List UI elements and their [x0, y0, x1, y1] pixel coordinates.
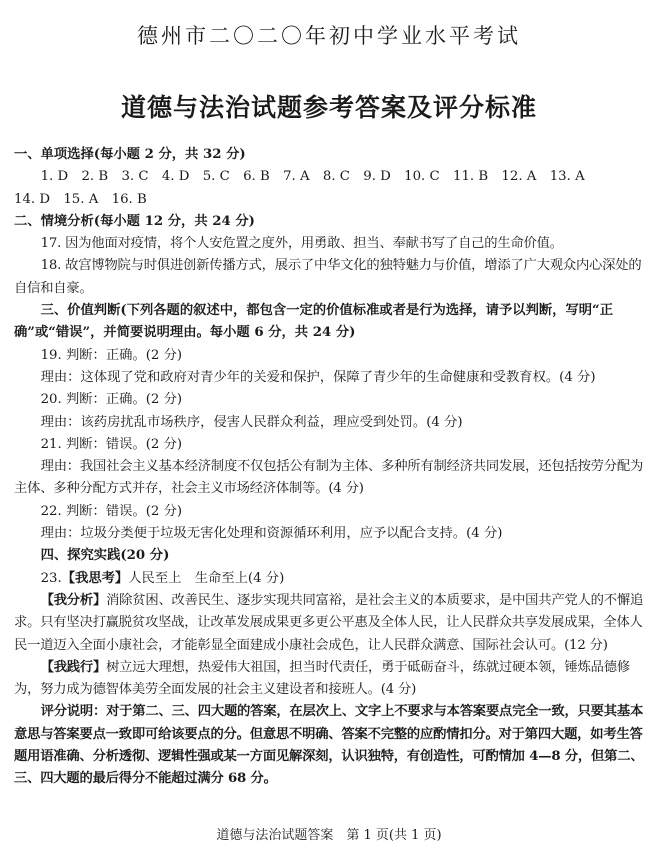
section1-heading: 一、单项选择(每小题 2 分，共 32 分)	[14, 147, 246, 162]
document-body	[14, 144, 644, 791]
exam-title: 德州市二〇二〇年初中学业水平考试	[137, 24, 521, 48]
q20-reason: 理由：该药房扰乱市场秩序，侵害人民群众利益，理应受到处罚。(4 分)	[40, 414, 463, 430]
analyze-text: 消除贫困、改善民生、逐步实现共同富裕，是社会主义的本质要求，是中国共产党人的不懈追求。只有坚决打赢脱贫攻坚战，让改革发展成果更多更公平惠及全体人民，让人民群众共享发展成果，全体人民一道迈入全面小康社会，才能彰显全面建成小康社会成色，让人民群众满意、国际社会认可。(12 分)	[14, 592, 644, 653]
section3-heading: 三、价值判断(下列各题的叙述中，都包含一定的价值标准或者是行为选择，请予以判断，写明“正确”或“错误”，并简要说明理由。每小题 6 分，共 24 分)	[14, 303, 614, 341]
q20-judgement: 20. 判断：正确。(2 分)	[40, 392, 183, 408]
scoring-note: 评分说明：对于第二、三、四大题的答案，在层次上、文字上不要求与本答案要点完全一致，只要其基本意思与答案要点一致即可给该要点的分。但意思不明确、答案不完整的应酌情扣分。对于第四大题，如考生答题用语准确、分析透彻、逻辑性强或某一方面见解深刻，认识独特，有创造性，可酌情加 4—8 分，但第二、三、四大题的最后得分不能超过满分 68 分。	[14, 704, 644, 787]
q22-judgement: 22. 判断：错误。(2 分)	[40, 503, 183, 519]
page-footer: 道德与法治试题答案 第 1 页(共 1 页)	[216, 828, 442, 843]
q21-judgement: 21. 判断：错误。(2 分)	[40, 436, 183, 452]
mc-answers-line1: 1. D 2. B 3. C 4. D 5. C 6. B 7. A 8. C 9. D 10. C 11. B 12. A 13. A	[40, 169, 585, 185]
practice-label: 【我践行】	[40, 659, 107, 675]
analyze-label: 【我分析】	[40, 592, 107, 608]
think-label: 【我思考】	[61, 570, 129, 586]
q21-reason: 理由：我国社会主义基本经济制度不仅包括公有制为主体、多种所有制经济共同发展，还包括按劳分配为主体、多种分配方式并存，社会主义市场经济体制等。(4 分)	[14, 459, 644, 497]
think-text: 人民至上 生命至上(4 分)	[128, 570, 285, 586]
section4-heading: 四、探究实践(20 分)	[40, 548, 170, 564]
document-title: 道德与法治试题参考答案及评分标准	[120, 93, 537, 122]
mc-answers-line2: 14. D 15. A 16. B	[14, 191, 147, 207]
q19-reason: 理由：这体现了党和政府对青少年的关爱和保护，保障了青少年的生命健康和受教育权。(4 分)	[40, 369, 596, 385]
answer-q17: 17. 因为他面对疫情，将个人安危置之度外，用勇敢、担当、奉献书写了自己的生命价值。	[40, 236, 563, 252]
section2-heading: 二、情境分析(每小题 12 分，共 24 分)	[14, 213, 255, 229]
q23-analyze	[14, 590, 644, 657]
q19-judgement: 19. 判断：正确。(2 分)	[40, 347, 183, 363]
q22-reason: 理由：垃圾分类便于垃圾无害化处理和资源循环利用，应予以配合支持。(4 分)	[40, 526, 503, 542]
q23-think	[14, 568, 644, 590]
q23-practice	[14, 657, 644, 702]
answer-q18: 18. 故宫博物院与时俱进创新传播方式，展示了中华文化的独特魅力与价值，增添了广大观众内心深处的自信和自豪。	[14, 258, 642, 296]
q23-number: 23.	[40, 570, 62, 586]
practice-text: 树立远大理想，热爱伟大祖国，担当时代责任，勇于砥砺奋斗，练就过硬本领，锤炼品德修为，努力成为德智体美劳全面发展的社会主义建设者和接班人。(4 分)	[14, 659, 630, 698]
